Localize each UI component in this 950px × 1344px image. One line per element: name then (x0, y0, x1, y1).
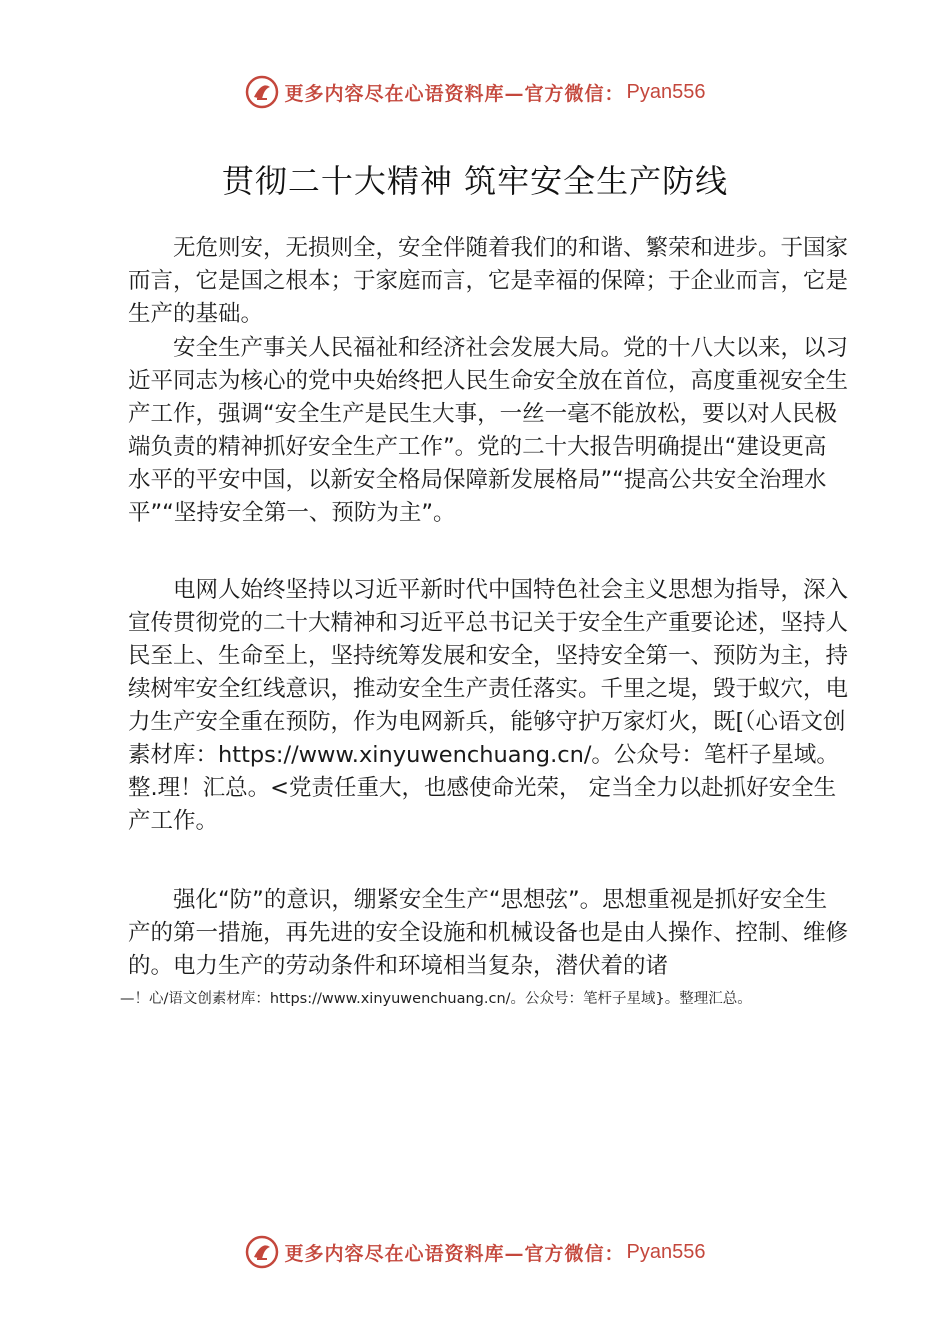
header-banner (0, 72, 950, 112)
source-footnote: —！心/语文创素材库：https://www.xinyuwenchuang.cn/。公众号：笔杆子星域}。整理汇总。 (120, 991, 752, 1007)
banner-wechat-id: Pyan556 (626, 1240, 706, 1263)
paragraph-1 (128, 232, 848, 331)
footer-banner (0, 1232, 950, 1272)
paragraph-2 (128, 332, 848, 530)
banner-text: 更多内容尽在心语资料库—官方微信： (284, 82, 625, 105)
banner-text: 更多内容尽在心语资料库—官方微信： (284, 1242, 625, 1265)
paragraph-text: 无危则安，无损则全，安全伴随着我们的和谐、繁荣和进步。于国家而言，它是国之根本；于家庭而言，它是幸福的保障；于企业而言，它是生产的基础。 (128, 235, 849, 327)
shell-logo-icon (245, 1235, 279, 1269)
paragraph-text: 电网人始终坚持以习近平新时代中国特色社会主义思想为指导，深入宣传贯彻党的二十大精神和习近平总书记关于安全生产重要论述，坚持人民至上、生命至上，坚持统筹发展和安全，坚持安全第一、预防为主，持续树牢安全红线意识，推动安全生产责任落实。千里之堤，毁于蚁穴，电力生产安全重在预防，作为电网新兵，能够守护万家灯火，既[（心语文创素材库：https://www.xinyuwenchuang.cn/。公众号：笔杆子星域。整.理！汇总。<党责任重大，也感使命光荣， 定当全力以赴抓好安全生产工作。 (128, 577, 849, 834)
shell-logo-icon (245, 75, 279, 109)
paragraph-4 (128, 884, 848, 983)
banner-wechat-id: Pyan556 (626, 80, 706, 103)
page-title: 贯彻二十大精神 筑牢安全生产防线 (221, 162, 729, 200)
paragraph-text: 安全生产事关人民福祉和经济社会发展大局。党的十八大以来，以习近平同志为核心的党中央始终把人民生命安全放在首位，高度重视安全生产工作，强调“安全生产是民生大事，一丝一毫不能放松，要以对人民极端负责的精神抓好安全生产工作”。党的二十大报告明确提出“建设更高水平的平安中国，以新安全格局保障新发展格局”“提高公共安全治理水平”“坚持安全第一、预防为主”。 (128, 335, 849, 526)
paragraph-3 (128, 574, 848, 838)
paragraph-text: 强化“防”的意识，绷紧安全生产“思想弦”。思想重视是抓好安全生产的第一措施，再先进的安全设施和机械设备也是由人操作、控制、维修的。电力生产的劳动条件和环境相当复杂，潜伏着的诸 (128, 887, 849, 979)
